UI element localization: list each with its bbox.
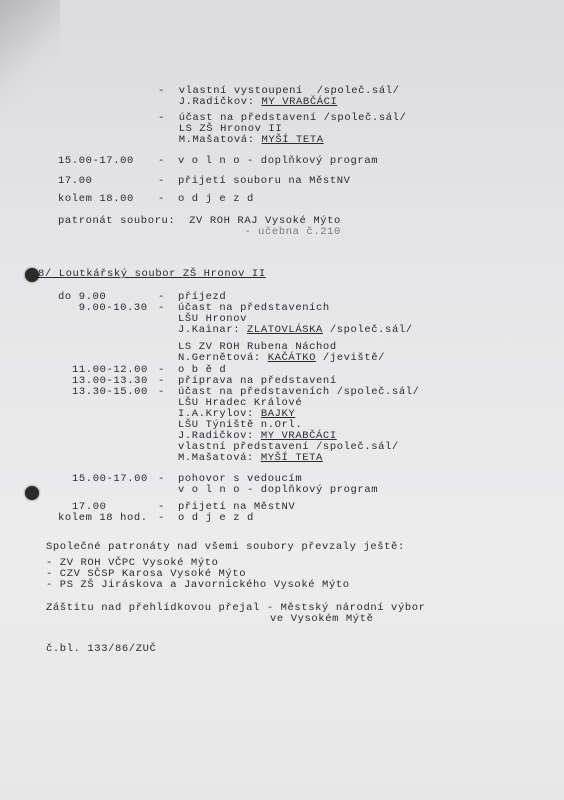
sched2-dash-15: - (158, 473, 165, 485)
sched2-text-12: J.Radičkov: MY VRABČÁCI (178, 430, 337, 442)
sched2-text-16: v o l n o - doplňkový program (178, 484, 379, 496)
sched2-text-4: LS ZV ROH Rubena Náchod (178, 341, 337, 353)
sched2-dash-0: - (158, 291, 165, 303)
sched2-dash-6: - (158, 364, 165, 376)
line-ls-zs-hronov: LS ZŠ Hronov II (158, 123, 283, 135)
sched2-text-15: pohovor s vedoucím (178, 473, 303, 485)
patronage-line: patronát souboru: ZV ROH RAJ Vysoké Mýto (58, 215, 341, 227)
line-radickov: J.Radičkov: MY VRABČÁCI (158, 96, 338, 108)
title-my-vrabcaci-2: MY VRABČÁCI (260, 430, 337, 442)
sched2-text-10: I.A.Krylov: BAJKY (178, 408, 296, 420)
sched2-text-7: příprava na představení (178, 375, 337, 387)
sched2-dash-8: - (158, 386, 165, 398)
sched1-text-1: přijetí souboru na MěstNV (178, 175, 351, 187)
punch-hole-bottom (25, 486, 39, 500)
sched2-text-9: LŠU Hradec Králové (178, 397, 303, 409)
sched2-text-11: LŠU Týniště n.Orl. (178, 419, 303, 431)
line-masatova: M.Mašatová: MYŠÍ TETA (158, 134, 324, 146)
title-kacatko: KAČÁTKO (267, 352, 317, 364)
sched2-dash-18: - (158, 512, 165, 524)
sched2-time-6: 11.00-12.00 (72, 364, 148, 376)
sched2-dash-17: - (158, 501, 165, 513)
sched2-text-5: N.Gernětová: KAČÁTKO /jeviště/ (178, 352, 386, 364)
sched2-time-8: 13.30-15.00 (72, 386, 148, 398)
title-zlatovlaska: ZLATOVLÁSKA (247, 324, 323, 336)
sched2-text-8: účast na představeních /společ.sál/ (178, 386, 420, 398)
sched1-dash-0: - (158, 155, 165, 167)
common-item-2: - PS ZŠ Jiráskova a Javornického Vysoké Mýto (46, 579, 350, 591)
title-bajky: BAJKY (260, 408, 296, 420)
sched2-text-1: účast na představeních (178, 302, 330, 314)
auspices-line-1: Záštitu nad přehlídkovou přejal - Městský národní výbor (46, 602, 426, 614)
sched2-text-0: příjezd (178, 291, 227, 303)
punch-hole-top (25, 268, 39, 282)
sched2-dash-7: - (158, 375, 165, 387)
title-mysi-teta-2: MYŠÍ TETA (260, 452, 323, 464)
sched2-time-15: 15.00-17.00 (72, 473, 148, 485)
sched1-dash-2: - (158, 193, 165, 205)
sched2-time-0: do 9.00 (58, 291, 107, 303)
line-ucast-predstaveni: - účast na představení /společ.sál/ (158, 112, 407, 124)
sched2-time-18: kolem 18 hod. (58, 512, 148, 524)
sched2-dash-1: - (158, 302, 165, 314)
sched1-text-0: v o l n o - doplňkový program (178, 155, 379, 167)
sched2-text-13: vlastní představení /společ.sál/ (178, 441, 399, 453)
sched2-time-7: 13.00-13.30 (72, 375, 148, 387)
sched2-text-6: o b ě d (178, 364, 227, 376)
reference-number: č.bl. 133/86/ZUČ (46, 643, 157, 655)
sched1-dash-1: - (158, 175, 165, 187)
auspices-line-2: ve Vysokém Mýtě (270, 613, 374, 625)
sched2-text-14: M.Mašatová: MYŠÍ TETA (178, 452, 323, 464)
sched2-text-2: LŠU Hronov (178, 313, 248, 325)
sched1-time-2: kolem 18.00 (58, 193, 134, 205)
sched1-time-1: 17.00 (58, 175, 93, 187)
sched1-time-0: 15.00-17.00 (58, 155, 134, 167)
sched2-time-17: 17.00 (72, 501, 107, 513)
sched2-text-3: J.Kainar: ZLATOVLÁSKA /společ.sál/ (178, 324, 413, 336)
patronage-line-faint: - učebna č.210 (58, 226, 341, 238)
common-item-0: - ZV ROH VČPC Vysoké Mýto (46, 557, 219, 569)
common-item-1: - CZV SČSP Karosa Vysoké Mýto (46, 568, 247, 580)
title-my-vrabcaci: MY VRABČÁCI (261, 96, 338, 108)
sched2-text-17: přijetí na MěstNV (178, 501, 296, 513)
common-patronage-heading: Společné patronáty nad všemi soubory převzaly ještě: (46, 541, 405, 553)
sched2-text-18: o d j e z d (178, 512, 254, 524)
sched1-text-2: o d j e z d (178, 193, 254, 205)
section-8-heading: 8/ Loutkářský soubor ZŠ Hronov II (38, 268, 266, 280)
line-vlastni-vystoupeni: - vlastní vystoupení /společ.sál/ (158, 85, 400, 97)
page-fold-shadow (0, 0, 60, 150)
title-mysi-teta: MYŠÍ TETA (261, 134, 324, 146)
sched2-time-1: 9.00-10.30 (58, 302, 148, 314)
